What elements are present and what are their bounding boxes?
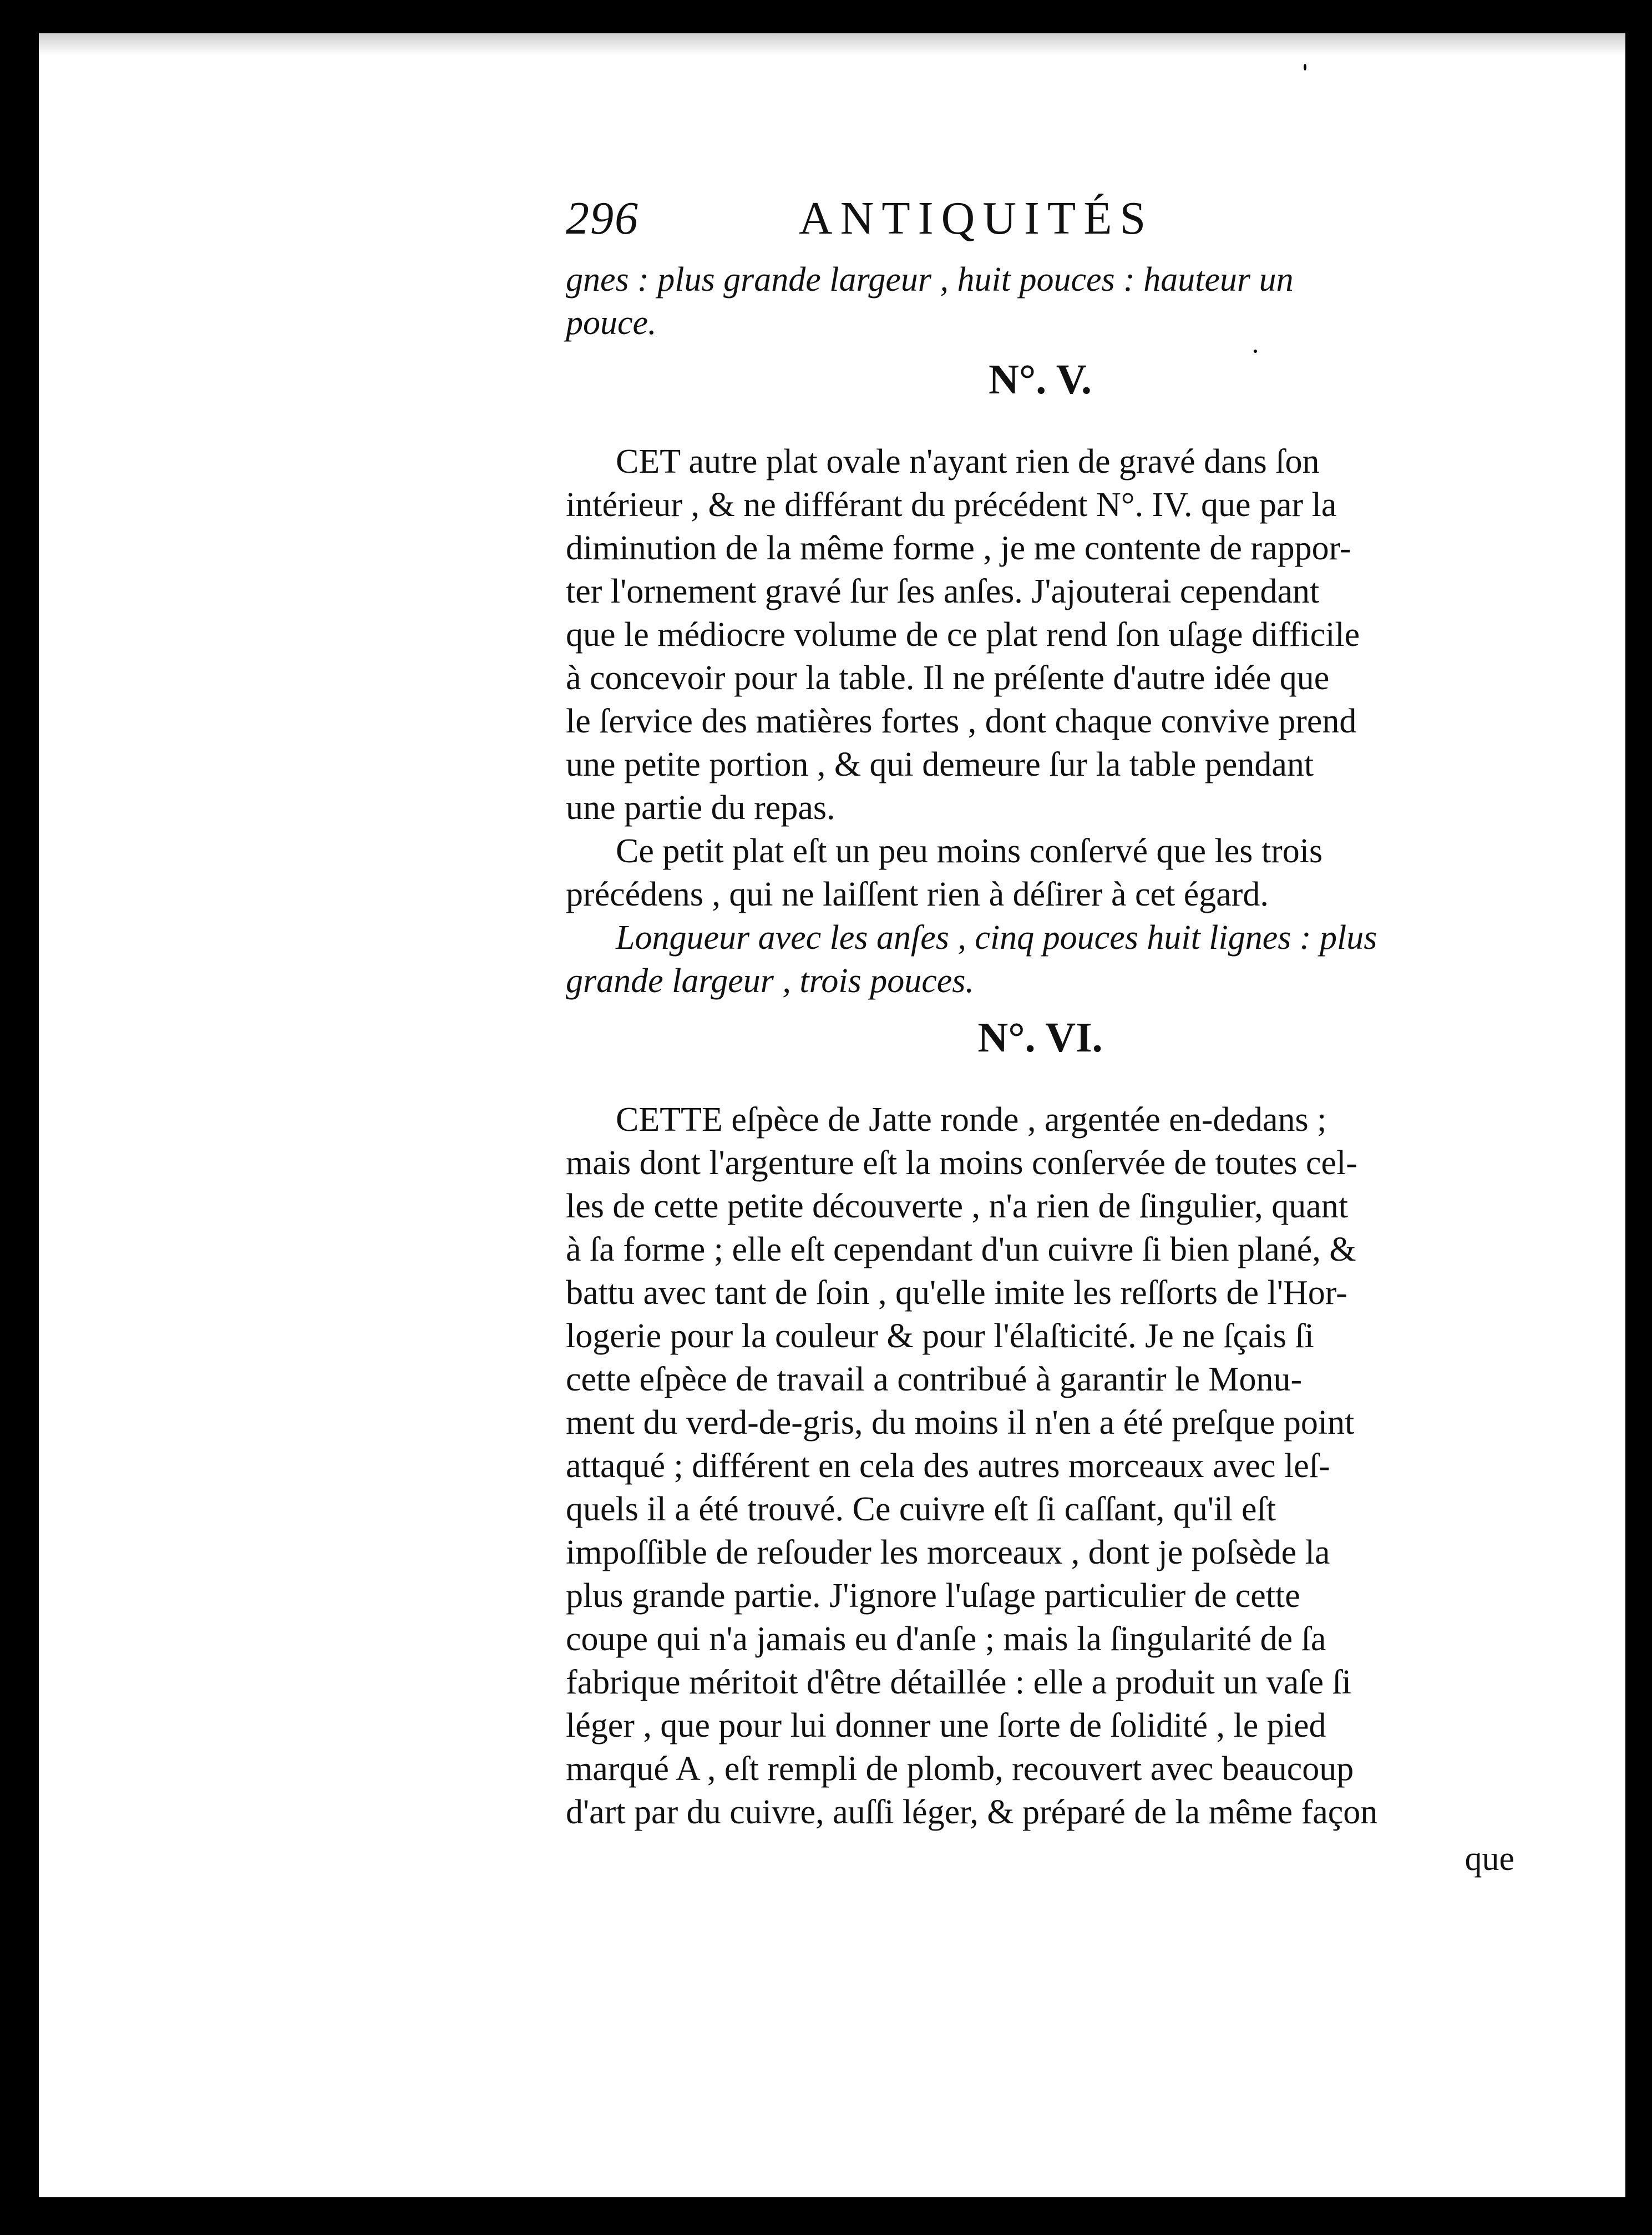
text-line: que le médiocre volume de ce plat rend ſon uſage difficile — [566, 616, 1360, 654]
text-line: une partie du repas. — [566, 789, 835, 827]
ink-speck — [1304, 64, 1306, 70]
text-line: quels il a été trouvé. Ce cuivre eſt ſi caſſant, qu'il eſt — [566, 1490, 1276, 1528]
text-line: les de cette petite découverte , n'a rien de ſingulier, quant — [566, 1187, 1348, 1225]
text-line: intérieur , & ne différant du précédent N°. IV. que par la — [566, 486, 1337, 524]
paragraph-vi — [566, 1098, 1514, 1834]
text-line: coupe qui n'a jamais eu d'anſe ; mais la ſingularité de ſa — [566, 1620, 1326, 1658]
text-line: une petite portion , & qui demeure ſur la table pendant — [566, 746, 1314, 783]
page-number: 296 — [566, 193, 639, 244]
section-heading-vi: N°. VI. — [977, 1014, 1103, 1061]
text-line: précédens , qui ne laiſſent rien à déſirer à cet égard. — [566, 876, 1269, 913]
ink-speck — [1254, 350, 1257, 353]
paragraph-v-1 — [566, 440, 1514, 830]
text-line: diminution de la même forme , je me contente de rappor- — [566, 529, 1351, 567]
text-line: logerie pour la couleur & pour l'élaſticité. Je ne ſçais ſi — [566, 1317, 1314, 1355]
text-line: impoſſible de reſouder les morceaux , dont je poſsède la — [566, 1534, 1330, 1571]
text-line: cette eſpèce de travail a contribué à garantir le Monu- — [566, 1361, 1303, 1398]
text-line: à concevoir pour la table. Il ne préſente d'autre idée que — [566, 659, 1330, 697]
text-line: marqué A , eſt rempli de plomb, recouvert avec beaucoup — [566, 1750, 1354, 1788]
text-line: grande largeur , trois pouces. — [566, 962, 974, 1000]
text-line: mais dont l'argenture eſt la moins conſervée de toutes cel- — [566, 1144, 1357, 1182]
text-line: CETTE eſpèce de Jatte ronde , argentée en-dedans ; — [616, 1101, 1327, 1139]
text-line: Longueur avec les anſes , cinq pouces huit lignes : plus — [616, 919, 1377, 957]
text-line: plus grande partie. J'ignore l'uſage particulier de cette — [566, 1577, 1300, 1615]
book-page — [39, 33, 1625, 2197]
dimensions-v — [566, 916, 1514, 1003]
intro-continuation — [566, 258, 1514, 345]
text-line: battu avec tant de ſoin , qu'elle imite les reſſorts de l'Hor- — [566, 1274, 1347, 1312]
section-heading-v: N°. V. — [989, 356, 1092, 403]
text-line: à ſa forme ; elle eſt cependant d'un cuivre ſi bien plané, & — [566, 1231, 1356, 1268]
text-line: pouce. — [566, 304, 657, 342]
text-line: le ſervice des matières fortes , dont chaque convive prend — [566, 702, 1357, 740]
running-head — [566, 193, 1514, 258]
text-line: ment du verd-de-gris, du moins il n'en a été preſque point — [566, 1404, 1355, 1442]
text-line: fabrique méritoit d'être détaillée : elle a produit un vaſe ſi — [566, 1663, 1351, 1701]
paragraph-v-2 — [566, 830, 1514, 916]
text-line: gnes : plus grande largeur , huit pouces : hauteur un — [566, 261, 1294, 299]
text-line: léger , que pour lui donner une ſorte de ſolidité , le pied — [566, 1707, 1326, 1744]
catchword: que — [1464, 1840, 1514, 1878]
text-line: CET autre plat ovale n'ayant rien de gravé dans ſon — [616, 443, 1320, 481]
text-line: d'art par du cuivre, auſſi léger, & préparé de la même façon — [566, 1793, 1378, 1831]
text-line: ter l'ornement gravé ſur ſes anſes. J'ajouterai cependant — [566, 573, 1320, 610]
text-block — [566, 193, 1514, 1880]
running-title: ANTIQUITÉS — [799, 193, 1154, 244]
text-line: attaqué ; différent en cela des autres morceaux avec leſ- — [566, 1447, 1330, 1485]
text-line: Ce petit plat eſt un peu moins conſervé que les trois — [616, 832, 1323, 870]
